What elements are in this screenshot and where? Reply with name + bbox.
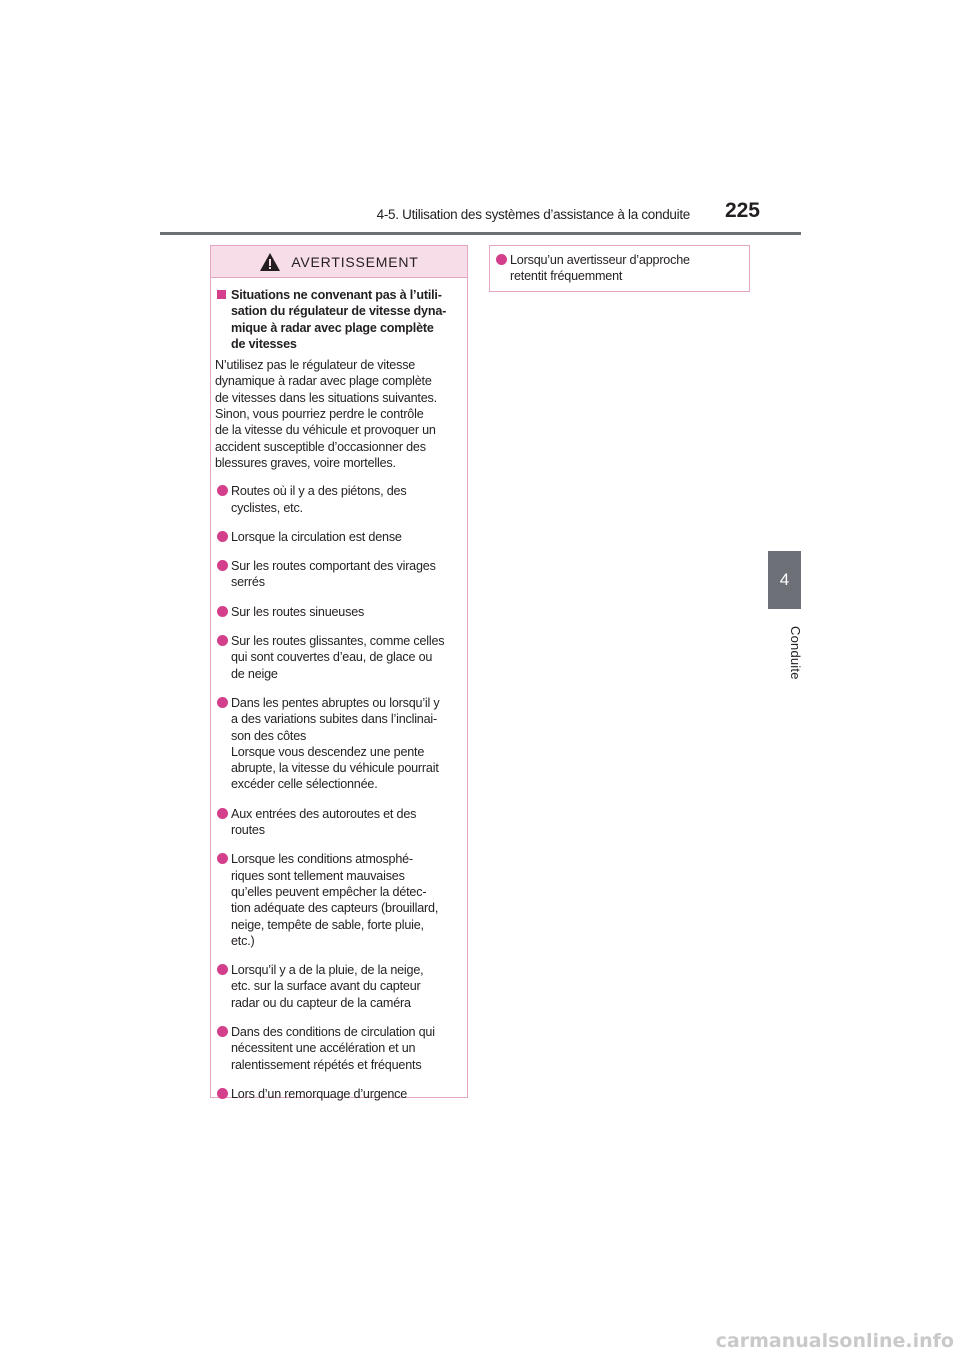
- bullet-dot-icon: [217, 964, 228, 975]
- warning-body: [211, 278, 467, 1102]
- bullet-item: [215, 1024, 459, 1073]
- warning-triangle-icon: [259, 252, 281, 272]
- bullet-dot-icon: [217, 606, 228, 617]
- bullet-item: [215, 529, 459, 545]
- bullet-dot-icon: [217, 531, 228, 542]
- bullet-dot-icon: [217, 1026, 228, 1037]
- bullet-text: Lorsque les conditions atmosphé- riques sont tellement mauvaises qu’elles peuvent empêcher la détec- tion adéquate des capteurs (brouillard, neige, tempête de sable, forte pluie, etc.): [231, 852, 439, 948]
- warning-subheading: [215, 287, 459, 352]
- bullet-item: [215, 806, 459, 839]
- bullet-text: Lors d’un remorquage d’urgence: [231, 1086, 408, 1101]
- chapter-label: Conduite: [788, 626, 803, 680]
- bullet-text: Dans les pentes abruptes ou lorsqu’il y a des variations subites dans l’inclinai- son des côtes Lorsque vous descendez une pente abrupte, la vitesse du véhicule pourrait excéder celle sélectionnée.: [231, 695, 440, 792]
- warning-box: [210, 245, 468, 1101]
- bullet-text: Routes où il y a des piétons, des cyclistes, etc.: [231, 484, 407, 515]
- chapter-number: 4: [779, 570, 790, 589]
- section-title: 4-5. Utilisation des systèmes d’assistance à la conduite: [376, 207, 690, 222]
- bullet-text: Lorsqu’un avertisseur d’approche retentit fréquemment: [510, 253, 690, 284]
- bullet-item: [215, 633, 459, 682]
- bullet-text: Sur les routes sinueuses: [231, 604, 365, 619]
- bullet-item: [215, 695, 459, 793]
- bullet-item: [215, 483, 459, 516]
- page-number: 225: [724, 199, 760, 222]
- bullet-dot-icon: [217, 697, 228, 708]
- bullet-item: [215, 962, 459, 1011]
- bullet-text: Lorsque la circulation est dense: [231, 529, 402, 544]
- warning-intro: N’utilisez pas le régulateur de vitesse dynamique à radar avec plage complète de vitesses dans les situations suivantes. Sinon, vous pourriez perdre le contrôle de la vitesse du véhicule et provoquer un accident susceptible d’occasionner des blessures graves, voire mortelles.: [215, 358, 437, 470]
- bullet-text: Sur les routes comportant des virages serrés: [231, 559, 436, 590]
- bullet-dot-icon: [496, 254, 507, 265]
- warning-title: AVERTISSEMENT: [291, 253, 419, 270]
- bullet-dot-icon: [217, 635, 228, 646]
- bullet-text: Sur les routes glissantes, comme celles qui sont couvertes d’eau, de glace ou de neige: [231, 634, 445, 681]
- header-divider: [160, 232, 801, 235]
- bullet-text: Aux entrées des autoroutes et des routes: [231, 806, 417, 838]
- warning-header: [211, 246, 467, 278]
- bullet-item: [494, 252, 741, 285]
- bullet-item: [215, 558, 459, 591]
- chapter-tab[interactable]: [768, 551, 801, 609]
- bullet-dot-icon: [217, 560, 228, 571]
- bullet-item: [215, 604, 459, 620]
- warning-bullet-list: [215, 483, 459, 1102]
- bullet-text: Lorsqu’il y a de la pluie, de la neige, etc. sur la surface avant du capteur radar ou du capteur de la caméra: [231, 963, 424, 1010]
- bullet-dot-icon: [217, 485, 228, 496]
- square-bullet-icon: [217, 290, 226, 299]
- bullet-dot-icon: [217, 1088, 228, 1099]
- bullet-dot-icon: [217, 808, 228, 819]
- bullet-item: [215, 851, 459, 949]
- bullet-text: Dans des conditions de circulation qui nécessitent une accélération et un ralentissement répétés et fréquents: [231, 1024, 435, 1072]
- subheading-text: Situations ne convenant pas à l’utili- sation du régulateur de vitesse dyna- mique à radar avec plage complète de vitesses: [231, 288, 447, 351]
- continuation-bullet-list: [494, 252, 741, 285]
- watermark: carmanualsonline.info: [715, 1330, 954, 1352]
- continuation-box: [489, 245, 750, 292]
- bullet-dot-icon: [217, 853, 228, 864]
- bullet-item: [215, 1086, 459, 1102]
